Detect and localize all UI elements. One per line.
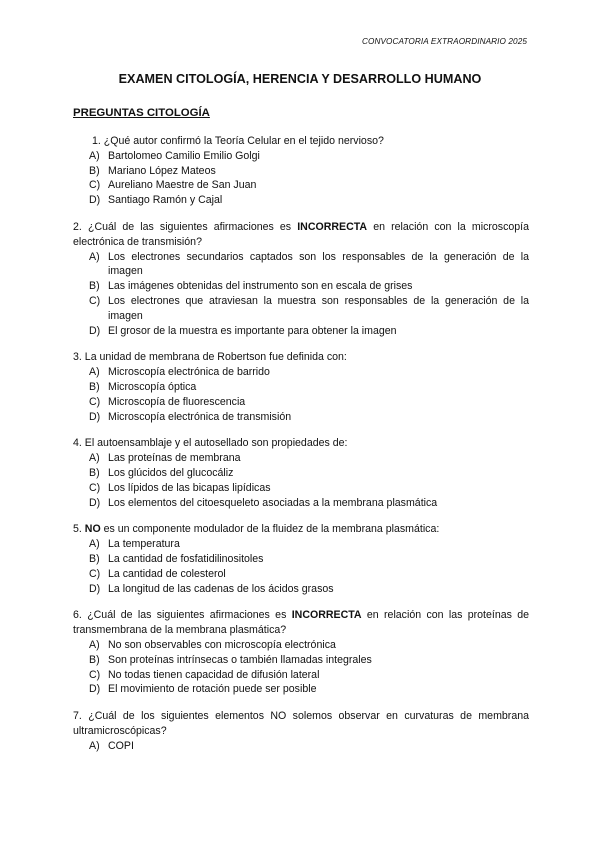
option-item bbox=[73, 410, 529, 425]
option-text: Los electrones secundarios captados son los responsables de la generación de la imagen bbox=[108, 250, 529, 278]
question-text: El autoensamblaje y el autosellado son propiedades de: bbox=[84, 437, 348, 450]
option-item bbox=[73, 582, 529, 597]
option-text: Las proteínas de membrana bbox=[108, 452, 241, 465]
option-letter: A) bbox=[89, 638, 100, 651]
option-text: Microscopía electrónica de transmisión bbox=[108, 410, 292, 423]
option-letter: B) bbox=[89, 552, 100, 565]
option-text: Los elementos del citoesqueleto asociadas a la membrana plasmática bbox=[108, 496, 438, 509]
option-item bbox=[73, 149, 529, 164]
question-stem bbox=[73, 436, 529, 451]
option-letter: B) bbox=[89, 280, 100, 293]
option-letter: D) bbox=[89, 496, 101, 509]
option-text: Microscopía óptica bbox=[108, 380, 197, 393]
option-letter: D) bbox=[89, 410, 101, 423]
option-text: El grosor de la muestra es importante para obtener la imagen bbox=[108, 324, 397, 337]
option-letter: A) bbox=[89, 538, 100, 551]
question-text: ¿Cuál de los siguientes elementos NO solemos observar en curvaturas de membrana ultramicroscópicas? bbox=[73, 710, 529, 737]
question-text: ¿Qué autor confirmó la Teoría Celular en el tejido nervioso? bbox=[103, 135, 384, 147]
question-stem bbox=[73, 220, 529, 250]
option-letter: C) bbox=[89, 179, 101, 192]
option-text: No son observables con microscopía electrónica bbox=[108, 638, 336, 651]
question-1 bbox=[73, 134, 529, 208]
question-6 bbox=[73, 608, 529, 697]
option-letter: D) bbox=[89, 194, 101, 207]
option-letter: B) bbox=[89, 380, 100, 393]
question-stem bbox=[73, 350, 529, 365]
option-text: Los glúcidos del glucocáliz bbox=[108, 466, 234, 479]
options-list bbox=[73, 537, 529, 596]
option-text: Microscopía de fluorescencia bbox=[108, 395, 246, 408]
option-item bbox=[73, 294, 529, 324]
option-item bbox=[73, 481, 529, 496]
option-letter: A) bbox=[89, 452, 100, 465]
option-letter: C) bbox=[89, 668, 101, 681]
option-letter: C) bbox=[89, 294, 101, 307]
option-text: La temperatura bbox=[108, 538, 180, 551]
option-text: Aureliano Maestre de San Juan bbox=[108, 179, 257, 192]
question-number: 2. bbox=[73, 220, 82, 233]
option-item bbox=[73, 178, 529, 193]
option-letter: A) bbox=[89, 739, 100, 752]
question-text: ¿Cuál de las siguientes afirmaciones es bbox=[87, 220, 292, 233]
question-stem bbox=[73, 608, 529, 638]
options-list bbox=[73, 365, 529, 424]
option-item bbox=[73, 365, 529, 380]
option-item bbox=[73, 653, 529, 668]
option-letter: D) bbox=[89, 683, 101, 696]
options-list bbox=[73, 451, 529, 510]
question-3 bbox=[73, 350, 529, 424]
option-item bbox=[73, 668, 529, 683]
option-item bbox=[73, 279, 529, 294]
option-item bbox=[73, 250, 529, 280]
question-number: 1. bbox=[92, 135, 101, 147]
question-number: 4. bbox=[73, 437, 82, 450]
option-text: Mariano López Mateos bbox=[108, 164, 216, 177]
option-item bbox=[73, 451, 529, 466]
option-text: Las imágenes obtenidas del instrumento son en escala de grises bbox=[108, 280, 413, 293]
question-4 bbox=[73, 436, 529, 510]
option-text: El movimiento de rotación puede ser posible bbox=[108, 683, 317, 696]
option-item bbox=[73, 638, 529, 653]
option-letter: A) bbox=[89, 366, 100, 379]
option-letter: A) bbox=[89, 149, 100, 162]
option-item bbox=[73, 567, 529, 582]
option-item bbox=[73, 537, 529, 552]
option-item bbox=[73, 552, 529, 567]
option-item bbox=[73, 380, 529, 395]
question-number: 3. bbox=[73, 351, 82, 364]
option-text: Bartolomeo Camilio Emilio Golgi bbox=[108, 149, 260, 162]
question-text: La unidad de membrana de Robertson fue definida con: bbox=[84, 351, 347, 364]
option-letter: A) bbox=[89, 250, 100, 263]
question-number: 5. bbox=[73, 523, 82, 536]
question-text-continued: en relación con las proteínas de transmembrana de la membrana plasmática? bbox=[73, 609, 530, 637]
header-note: CONVOCATORIA EXTRAORDINARIO 2025 bbox=[361, 37, 527, 46]
option-letter: B) bbox=[89, 164, 100, 177]
page-title: EXAMEN CITOLOGÍA, HERENCIA Y DESARROLLO HUMANO bbox=[118, 72, 482, 86]
option-text: No todas tienen capacidad de difusión lateral bbox=[108, 668, 320, 681]
option-letter: D) bbox=[89, 324, 101, 337]
question-emphasis: INCORRECTA bbox=[297, 220, 368, 233]
question-text-continued: es un componente modulador de la fluidez de la membrana plasmática: bbox=[103, 523, 440, 536]
option-letter: D) bbox=[89, 582, 101, 595]
option-letter: C) bbox=[89, 395, 101, 408]
question-number: 7. bbox=[73, 710, 82, 723]
option-text: Los electrones que atraviesan la muestra son responsables de la generación de la imagen bbox=[108, 294, 529, 322]
question-text: ¿Cuál de las siguientes afirmaciones es bbox=[87, 609, 287, 622]
option-item bbox=[73, 324, 529, 339]
question-stem bbox=[73, 134, 529, 149]
option-text: COPI bbox=[108, 739, 134, 752]
option-item bbox=[73, 466, 529, 481]
question-5 bbox=[73, 522, 529, 596]
question-emphasis: NO bbox=[84, 523, 101, 536]
option-item bbox=[73, 395, 529, 410]
option-text: Microscopía electrónica de barrido bbox=[108, 366, 270, 379]
option-text: Son proteínas intrínsecas o también llamadas integrales bbox=[108, 653, 372, 666]
question-stem bbox=[73, 709, 529, 739]
option-letter: B) bbox=[89, 466, 100, 479]
options-list bbox=[73, 739, 529, 754]
section-title: PREGUNTAS CITOLOGÍA bbox=[73, 107, 210, 119]
option-item bbox=[73, 193, 529, 208]
option-letter: C) bbox=[89, 481, 101, 494]
question-7 bbox=[73, 709, 529, 753]
option-item bbox=[73, 739, 529, 754]
option-text: La cantidad de fosfatidilinositoles bbox=[108, 552, 264, 565]
question-emphasis: INCORRECTA bbox=[291, 609, 362, 622]
question-text-continued: en relación con la microscopía electrónica de transmisión? bbox=[73, 220, 529, 248]
question-list bbox=[73, 134, 529, 765]
option-text: Los lípidos de las bicapas lipídicas bbox=[108, 481, 271, 494]
question-2 bbox=[73, 220, 529, 338]
option-letter: C) bbox=[89, 567, 101, 580]
option-text: La longitud de las cadenas de los ácidos grasos bbox=[108, 582, 334, 595]
option-item bbox=[73, 164, 529, 179]
option-text: La cantidad de colesterol bbox=[108, 567, 226, 580]
options-list bbox=[73, 250, 529, 339]
options-list bbox=[73, 638, 529, 697]
options-list bbox=[73, 149, 529, 208]
question-number: 6. bbox=[73, 609, 82, 622]
option-text: Santiago Ramón y Cajal bbox=[108, 194, 223, 207]
option-item bbox=[73, 496, 529, 511]
option-item bbox=[73, 682, 529, 697]
question-stem bbox=[73, 522, 529, 537]
option-letter: B) bbox=[89, 653, 100, 666]
